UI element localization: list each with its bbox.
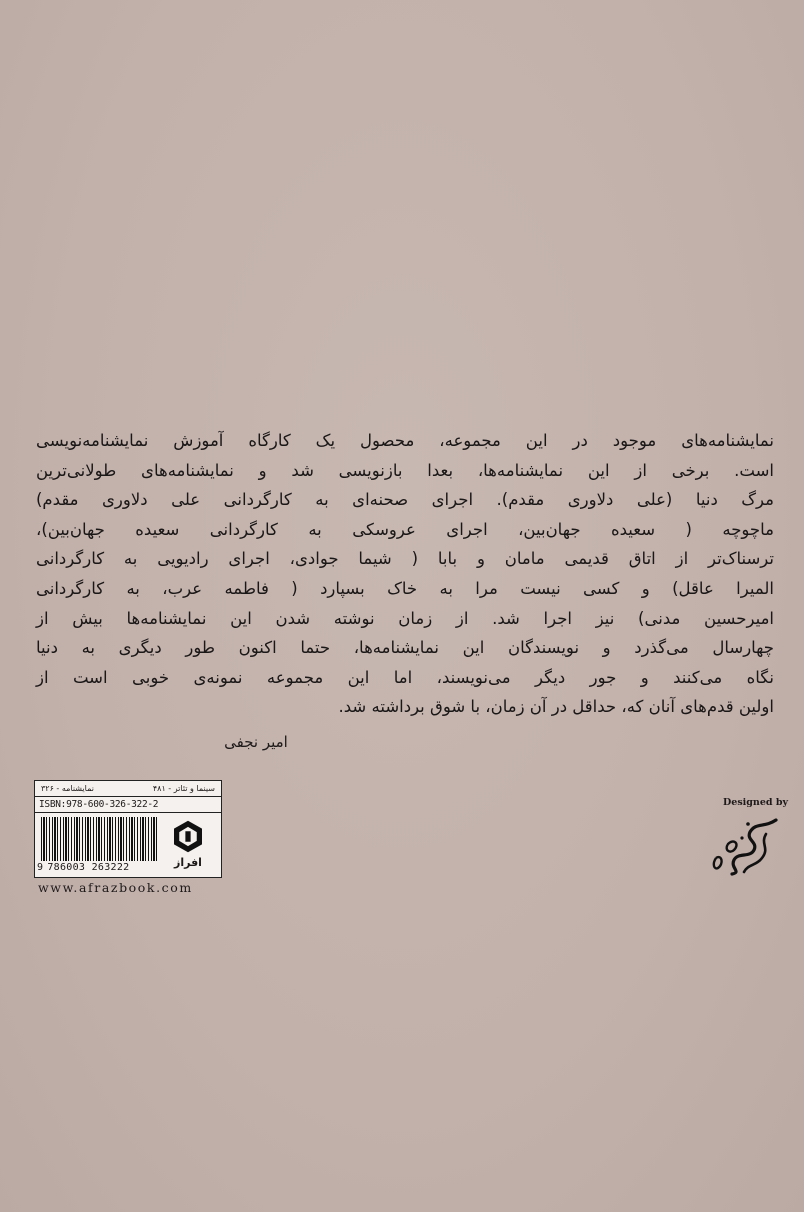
series-row xyxy=(35,781,221,797)
blurb-text xyxy=(36,426,774,722)
designed-by-label: Designed by xyxy=(723,797,788,808)
isbn-text: ISBN:978-600-326-322-2 xyxy=(35,797,221,813)
blurb-line: مرگ دنیا (علی دلاوری مقدم). اجرای صحنه‌ای به کارگردانی علی دلاوری مقدم) xyxy=(36,490,774,510)
barcode-lead-digit: 9 xyxy=(37,862,44,873)
barcode-digits: 786003 263222 xyxy=(47,862,130,873)
series-cinema-theatre: سینما و تئاتر - ۴۸۱ xyxy=(152,784,215,793)
blurb-line: ماچوچه ( سعیده جهان‌بین، اجرای عروسکی به کارگردانی سعیده جهان‌بین)، xyxy=(36,519,774,539)
author-name: امیر نجفی xyxy=(224,733,288,751)
blurb-line: ترسناک‌تر از اتاق قدیمی مامان و بابا ( شیما جوادی، اجرای رادیویی به کارگردانی xyxy=(36,549,774,569)
designer-signature-icon xyxy=(704,814,784,878)
publisher-logo xyxy=(165,819,211,869)
barcode-icon xyxy=(41,817,159,861)
publisher-website: www.afrazbook.com xyxy=(38,880,193,895)
blurb-line: اولین قدم‌های آنان که، حداقل در آن زمان، با شوق برداشته شد. xyxy=(338,697,774,717)
blurb-line: است. برخی از این نمایشنامه‌ها، بعدا بازنویسی شد و نمایشنامه‌های طولانی‌ترین xyxy=(36,460,774,480)
blurb-line: المیرا عاقل) و کسی نیست مرا به خاک بسپارد ( فاطمه عرب، به کارگردانی xyxy=(36,578,774,598)
series-playscript: نمایشنامه - ۳۲۶ xyxy=(41,784,94,793)
publisher-logo-icon xyxy=(168,819,208,854)
blurb-line: چهارسال می‌گذرد و نویسندگان این نمایشنامه‌ها، حتما اکنون طور دیگری به دنیا xyxy=(36,638,774,658)
blurb-line: نمایشنامه‌های موجود در این مجموعه، محصول یک کارگاه آموزش نمایشنامه‌نویسی xyxy=(36,431,774,450)
publisher-logo-label: افراز xyxy=(174,856,202,869)
barcode-number xyxy=(37,862,163,873)
blurb-line: امیرحسین مدنی) نیز اجرا شد. از زمان نوشته شدن این نمایشنامه‌ها بیش از xyxy=(36,608,774,628)
blurb-line: نگاه می‌کنند و جور دیگر می‌نویسند، اما این مجموعه نمونه‌ی خوبی است از xyxy=(36,667,774,687)
barcode-box xyxy=(34,780,222,878)
barcode-area xyxy=(35,813,221,879)
